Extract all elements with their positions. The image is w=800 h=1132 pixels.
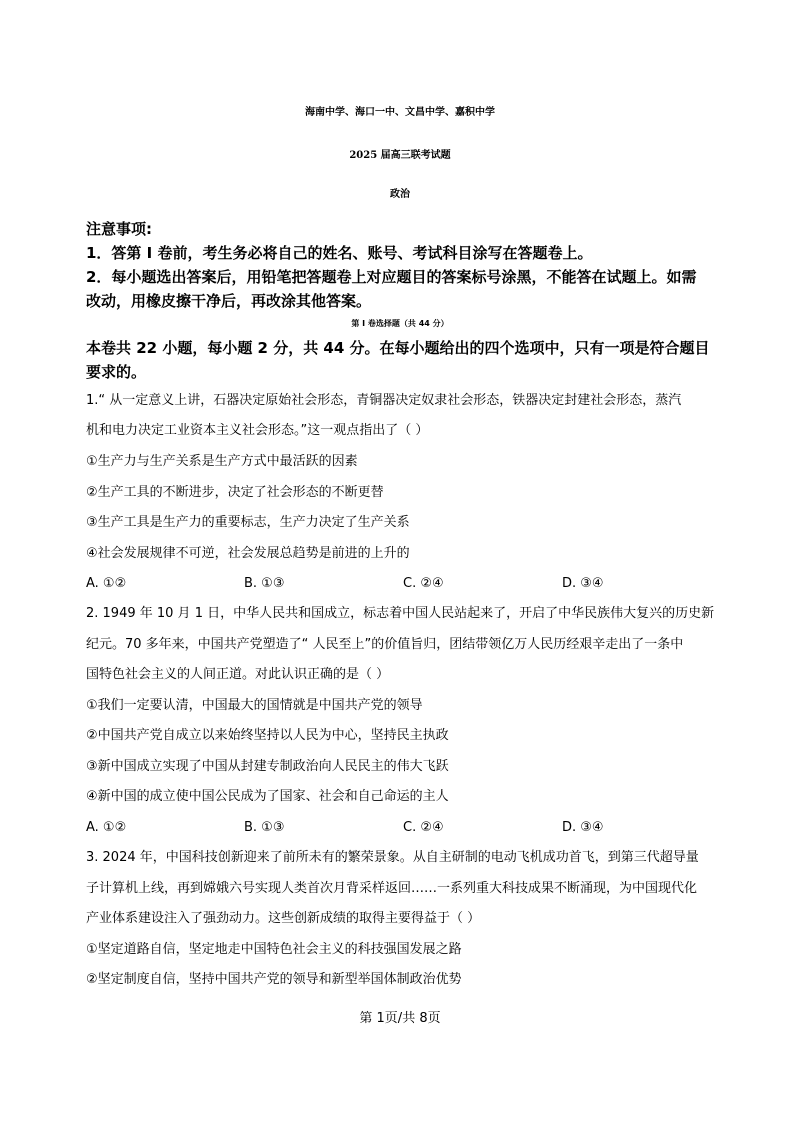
q2-option-c: C. ②④ [403,820,444,835]
notice-item-2-line-2: 改动，用橡皮擦干净后，再改涂其他答案。 [86,292,372,310]
q3-statement-1: ①坚定道路自信，坚定地走中国特色社会主义的科技强国发展之路 [86,942,462,957]
q1-stem-line-2: 机和电力决定工业资本主义社会形态。”这一观点指出了（ ） [86,423,429,438]
q2-option-d: D. ③④ [562,820,604,835]
q1-statement-3: ③生产工具是生产力的重要标志，生产力决定了生产关系 [86,515,410,530]
section-intro-line-1: 本卷共 22 小题，每小题 2 分，共 44 分。在每小题给出的四个选项中，只有一项是符合题目 [86,339,710,357]
q3-stem-line-3: 产业体系建设注入了强劲动力。这些创新成绩的取得主要得益于（ ） [86,911,481,926]
q1-option-a: A. ①② [86,576,127,591]
subject-title: 政治 [390,189,410,200]
q1-statement-1: ①生产力与生产关系是生产方式中最活跃的因素 [86,454,358,469]
q1-option-c: C. ②④ [403,576,444,591]
q3-statement-2: ②坚定制度自信，坚持中国共产党的领导和新型举国体制政治优势 [86,972,462,987]
notice-heading: 注意事项: [86,220,152,238]
notice-item-1: 1．答第 I 卷前，考生务必将自己的姓名、账号、考试科目涂写在答题卷上。 [86,244,593,262]
q2-option-a: A. ①② [86,820,127,835]
section-title: 第 I 卷选择题（共 44 分） [351,319,449,328]
q1-stem-line-1: 1.“ 从一定意义上讲，石器决定原始社会形态，青铜器决定奴隶社会形态，铁器决定封建社会形态，蒸汽 [86,393,682,408]
page-number: 第 1页/共 8页 [359,1011,441,1026]
q2-stem-line-2: 纪元。70 多年来，中国共产党塑造了“ 人民至上”的价值旨归，团结带领亿万人民历经艰辛走出了一条中 [86,637,684,652]
q2-statement-4: ④新中国的成立使中国公民成为了国家、社会和自己命运的主人 [86,789,449,804]
q3-stem-line-1: 3. 2024 年，中国科技创新迎来了前所未有的繁荣景象。从自主研制的电动飞机成功首飞，到第三代超导量 [86,850,699,865]
q2-statement-3: ③新中国成立实现了中国从封建专制政治向人民民主的伟大飞跃 [86,759,449,774]
exam-name-title: 2025 届高三联考试题 [349,150,451,161]
section-intro-line-2: 要求的。 [86,363,147,381]
q2-statement-1: ①我们一定要认清，中国最大的国情就是中国共产党的领导 [86,698,423,713]
notice-item-2-line-1: 2．每小题选出答案后，用铅笔把答题卷上对应题目的答案标号涂黑，不能答在试题上。如需 [86,268,697,286]
exam-schools-title: 海南中学、海口一中、文昌中学、嘉积中学 [305,107,495,118]
q1-option-d: D. ③④ [562,576,604,591]
q1-option-b: B. ①③ [244,576,285,591]
q2-stem-line-3: 国特色社会主义的人间正道。对此认识正确的是（ ） [86,667,390,682]
q2-option-b: B. ①③ [244,820,285,835]
q2-stem-line-1: 2. 1949 年 10 月 1 日，中华人民共和国成立，标志着中国人民站起来了，开启了中华民族伟大复兴的历史新 [86,606,715,621]
q3-stem-line-2: 子计算机上线，再到嫦娥六号实现人类首次月背采样返回……一系列重大科技成果不断涌现，为中国现代化 [86,881,698,896]
q1-statement-2: ②生产工具的不断进步，决定了社会形态的不断更替 [86,485,384,500]
q2-statement-2: ②中国共产党自成立以来始终坚持以人民为中心，坚持民主执政 [86,728,449,743]
q1-statement-4: ④社会发展规律不可逆，社会发展总趋势是前进的上升的 [86,546,410,561]
